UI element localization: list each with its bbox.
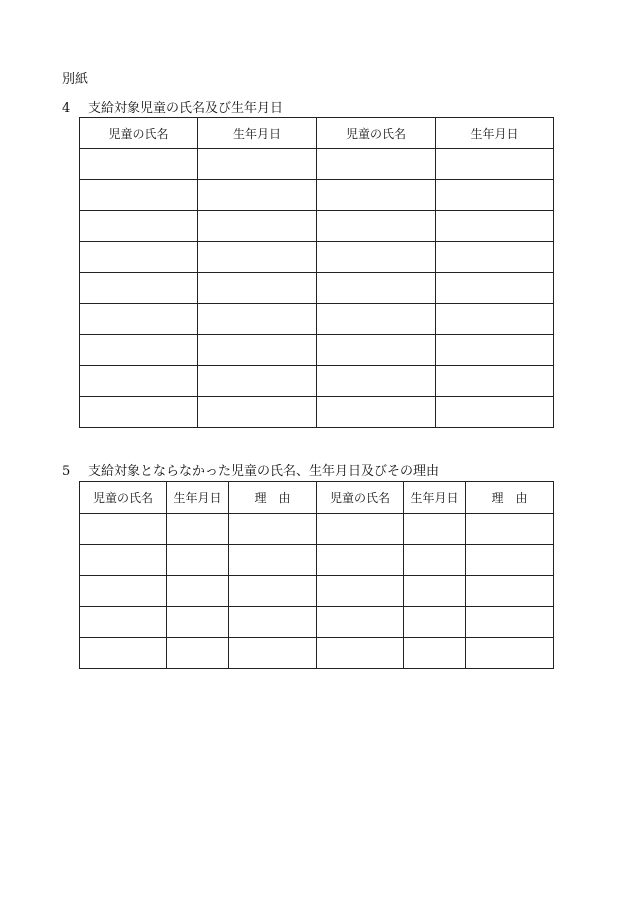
birthdate-cell[interactable] <box>404 514 466 545</box>
birthdate-cell[interactable] <box>404 638 466 669</box>
reason-cell[interactable] <box>466 607 554 638</box>
birthdate-cell[interactable] <box>436 335 554 366</box>
child-name-cell[interactable] <box>317 638 404 669</box>
birthdate-cell[interactable] <box>167 545 229 576</box>
birthdate-cell[interactable] <box>198 366 317 397</box>
child-name-cell[interactable] <box>317 514 404 545</box>
child-name-cell[interactable] <box>80 180 198 211</box>
reason-cell[interactable] <box>466 576 554 607</box>
birthdate-cell[interactable] <box>404 576 466 607</box>
birthdate-cell[interactable] <box>436 180 554 211</box>
child-name-cell[interactable] <box>80 211 198 242</box>
birthdate-cell[interactable] <box>436 273 554 304</box>
child-name-cell[interactable] <box>80 242 198 273</box>
column-header-birthdate: 生年月日 <box>404 482 466 514</box>
birthdate-cell[interactable] <box>404 545 466 576</box>
child-name-cell[interactable] <box>80 607 167 638</box>
birthdate-cell[interactable] <box>198 304 317 335</box>
reason-cell[interactable] <box>229 545 317 576</box>
child-name-cell[interactable] <box>80 366 198 397</box>
column-header-child-name: 児童の氏名 <box>317 482 404 514</box>
birthdate-cell[interactable] <box>167 638 229 669</box>
birthdate-cell[interactable] <box>436 149 554 180</box>
child-name-cell[interactable] <box>80 335 198 366</box>
birthdate-cell[interactable] <box>436 211 554 242</box>
child-name-cell[interactable] <box>317 180 436 211</box>
child-name-cell[interactable] <box>317 335 436 366</box>
child-name-cell[interactable] <box>317 545 404 576</box>
table-row <box>80 304 554 335</box>
child-name-cell[interactable] <box>80 545 167 576</box>
reason-cell[interactable] <box>229 576 317 607</box>
birthdate-cell[interactable] <box>167 576 229 607</box>
column-header-birthdate: 生年月日 <box>198 118 317 149</box>
table-row <box>80 211 554 242</box>
child-name-cell[interactable] <box>317 273 436 304</box>
birthdate-cell[interactable] <box>167 514 229 545</box>
child-name-cell[interactable] <box>80 638 167 669</box>
table-row <box>80 607 554 638</box>
birthdate-cell[interactable] <box>167 607 229 638</box>
birthdate-cell[interactable] <box>198 211 317 242</box>
table-row <box>80 638 554 669</box>
ineligible-children-table <box>79 481 554 669</box>
child-name-cell[interactable] <box>80 149 198 180</box>
column-header-reason: 理 由 <box>466 482 554 514</box>
reason-cell[interactable] <box>229 638 317 669</box>
reason-cell[interactable] <box>466 514 554 545</box>
table-header-row <box>80 118 554 149</box>
reason-cell[interactable] <box>229 514 317 545</box>
table-row <box>80 273 554 304</box>
birthdate-cell[interactable] <box>198 273 317 304</box>
child-name-cell[interactable] <box>317 211 436 242</box>
table-row <box>80 576 554 607</box>
table-row <box>80 242 554 273</box>
birthdate-cell[interactable] <box>436 242 554 273</box>
birthdate-cell[interactable] <box>198 149 317 180</box>
column-header-child-name: 児童の氏名 <box>80 482 167 514</box>
column-header-reason: 理 由 <box>229 482 317 514</box>
table-row <box>80 397 554 428</box>
column-header-child-name: 児童の氏名 <box>80 118 198 149</box>
child-name-cell[interactable] <box>80 304 198 335</box>
section-5-title: 支給対象とならなかった児童の氏名、生年月日及びその理由 <box>88 464 440 479</box>
reason-cell[interactable] <box>229 607 317 638</box>
birthdate-cell[interactable] <box>198 180 317 211</box>
child-name-cell[interactable] <box>317 304 436 335</box>
attachment-label: 別紙 <box>62 72 89 87</box>
section-4-title: 支給対象児童の氏名及び生年月日 <box>88 101 284 116</box>
table-row <box>80 545 554 576</box>
reason-cell[interactable] <box>466 638 554 669</box>
child-name-cell[interactable] <box>317 366 436 397</box>
eligible-children-table <box>79 117 554 428</box>
table-row <box>80 335 554 366</box>
section-4-number: 4 <box>62 101 71 116</box>
birthdate-cell[interactable] <box>436 304 554 335</box>
birthdate-cell[interactable] <box>198 397 317 428</box>
column-header-child-name: 児童の氏名 <box>317 118 436 149</box>
column-header-birthdate: 生年月日 <box>167 482 229 514</box>
table-row <box>80 366 554 397</box>
table-header-row <box>80 482 554 514</box>
child-name-cell[interactable] <box>80 273 198 304</box>
birthdate-cell[interactable] <box>404 607 466 638</box>
section-5-number: 5 <box>62 464 71 479</box>
child-name-cell[interactable] <box>80 514 167 545</box>
section-5-heading <box>62 460 439 479</box>
reason-cell[interactable] <box>466 545 554 576</box>
child-name-cell[interactable] <box>317 149 436 180</box>
child-name-cell[interactable] <box>317 242 436 273</box>
table-row <box>80 514 554 545</box>
child-name-cell[interactable] <box>317 576 404 607</box>
child-name-cell[interactable] <box>80 576 167 607</box>
child-name-cell[interactable] <box>80 397 198 428</box>
section-4-heading <box>62 97 283 116</box>
birthdate-cell[interactable] <box>436 366 554 397</box>
child-name-cell[interactable] <box>317 607 404 638</box>
birthdate-cell[interactable] <box>198 242 317 273</box>
table-row <box>80 180 554 211</box>
birthdate-cell[interactable] <box>198 335 317 366</box>
table-row <box>80 149 554 180</box>
column-header-birthdate: 生年月日 <box>436 118 554 149</box>
birthdate-cell[interactable] <box>436 397 554 428</box>
child-name-cell[interactable] <box>317 397 436 428</box>
